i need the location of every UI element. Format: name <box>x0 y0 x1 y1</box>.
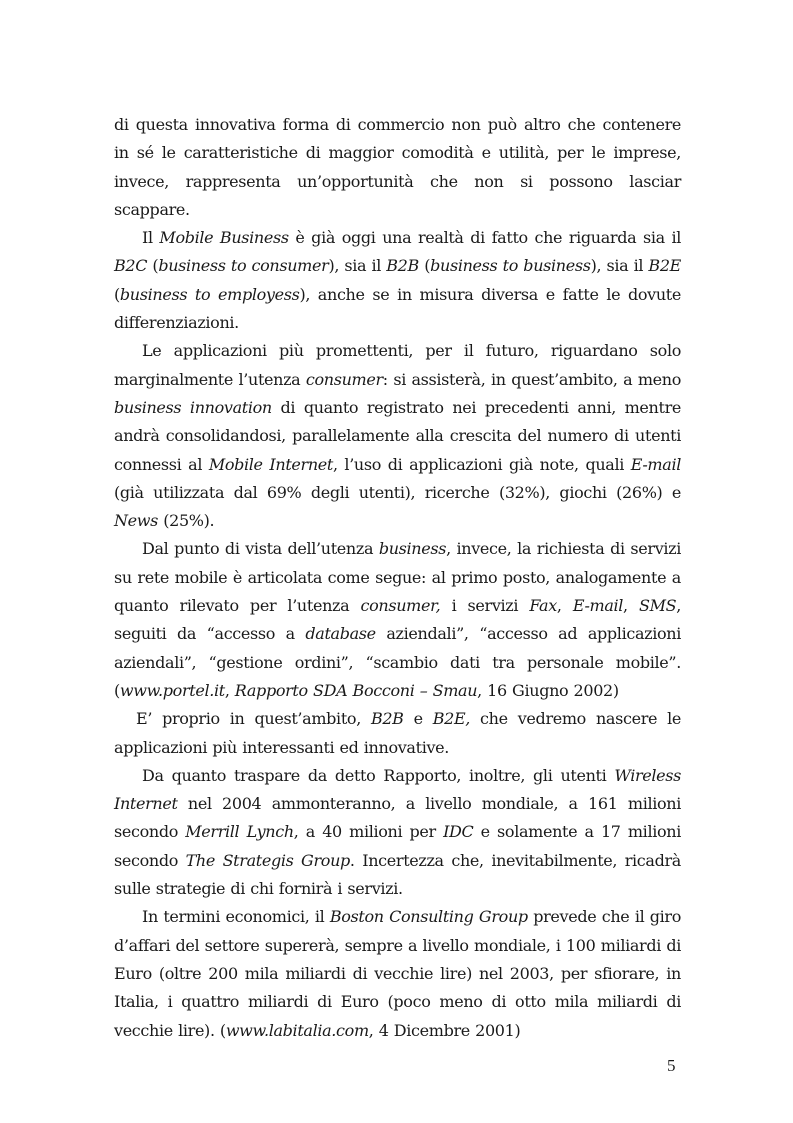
italic-text: consumer, <box>360 596 441 616</box>
text-run: i servizi <box>440 596 530 616</box>
italic-text: business to consumer <box>158 256 329 276</box>
italic-text: B2B <box>370 709 404 729</box>
italic-text: E-mail <box>572 596 624 616</box>
italic-text: SMS <box>638 596 677 616</box>
paragraph <box>114 705 681 762</box>
text-run: Da quanto traspare da detto Rapporto, inoltre, gli utenti <box>142 765 615 785</box>
text-run: ), sia il <box>590 256 649 276</box>
italic-text: Mobile Business <box>159 228 289 248</box>
italic-text: business <box>378 539 447 559</box>
italic-text: business to employess <box>119 284 300 304</box>
italic-text: business to business <box>430 256 591 276</box>
text-run: : si assisterà, in quest’ambito, a meno <box>382 369 682 389</box>
text-run: prevede che il giro d’affari del settore supererà, sempre a livello mondiale, i 100 miliardi di Euro (oltre 200 mila miliardi di vecchie lire) nel 2003, per sfiorare, in Italia, i quattro miliardi di Euro (poco meno di otto mila miliardi di vecchie lire). ( <box>114 907 681 1040</box>
text-run: , invece, la richiesta di servizi su rete mobile è articolata come segue: al primo posto, analogamente a quanto rilevato per l’utenza <box>114 539 681 616</box>
paragraph <box>114 903 681 1044</box>
text-run: ( <box>114 284 120 304</box>
italic-text: IDC <box>443 822 474 842</box>
text-run: In termini economici, il <box>142 907 330 927</box>
text-run: e <box>403 709 433 729</box>
paragraph <box>114 762 681 903</box>
italic-text: B2E, <box>432 709 471 729</box>
paragraph <box>114 337 681 535</box>
text-run: , <box>556 596 573 616</box>
italic-text: Boston Consulting Group <box>329 907 528 927</box>
text-run: . Incertezza che, inevitabilmente, ricadrà sulle strategie di chi fornirà i servizi. <box>114 850 681 899</box>
text-run: E’ proprio in quest’ambito, <box>136 709 371 729</box>
paragraph <box>114 535 681 705</box>
text-run: , <box>224 680 235 700</box>
text-run: (25%). <box>157 511 215 531</box>
italic-text: database <box>305 624 376 644</box>
italic-text: www.labitalia.com <box>225 1020 369 1040</box>
text-run: ), sia il <box>328 256 387 276</box>
italic-text: Rapporto SDA Bocconi – Smau <box>234 680 478 700</box>
paragraph <box>114 111 681 224</box>
italic-text: business innovation <box>114 397 272 417</box>
italic-text: Mobile Internet <box>208 454 333 474</box>
italic-text: consumer <box>305 369 383 389</box>
paragraph <box>114 224 681 337</box>
italic-text: News <box>114 511 158 531</box>
text-run: , seguiti da “accesso a <box>114 596 681 644</box>
body-text <box>114 111 681 1045</box>
text-run: di quanto registrato nei precedenti anni, mentre andrà consolidandosi, parallelamente alla crescita del numero di utenti connessi al <box>114 397 682 474</box>
italic-text: B2E <box>648 256 681 276</box>
text-run: Il <box>142 228 160 248</box>
text-run: , <box>623 596 639 616</box>
italic-text: B2B <box>386 256 419 276</box>
text-run: , 4 Dicembre 2001) <box>368 1020 521 1040</box>
text-run: e solamente a 17 milioni secondo <box>114 822 681 870</box>
italic-text: B2C <box>114 256 148 276</box>
italic-text: E-mail <box>630 454 681 474</box>
page-number: 5 <box>667 1056 676 1075</box>
italic-text: Fax <box>529 596 557 616</box>
text-run: ), anche se in misura diversa e fatte le dovute differenziazioni. <box>114 284 681 333</box>
text-run: Le applicazioni più promettenti, per il futuro, riguardano solo marginalmente l’utenza <box>114 341 681 389</box>
text-run: nel 2004 ammonteranno, a livello mondiale, a 161 milioni secondo <box>114 794 681 842</box>
text-run: ( <box>418 256 431 276</box>
text-run: , a 40 milioni per <box>293 822 444 842</box>
text-run: aziendali”, “accesso ad applicazioni aziendali”, “gestione ordini”, “scambio dati tra personale mobile”. ( <box>114 624 681 700</box>
text-run: , l’uso di applicazioni già note, quali <box>332 454 631 474</box>
text-run: di questa innovativa forma di commercio non può altro che contenere in sé le caratteristiche di maggior comodità e utilità, per le imprese, invece, rappresenta un’opportunità che non si possono lasciar scappare. <box>114 115 681 219</box>
italic-text: www.portel.it <box>119 680 225 700</box>
italic-text: The Strategis Group <box>185 850 350 870</box>
italic-text: Wireless Internet <box>114 765 681 814</box>
text-run: , 16 Giugno 2002) <box>477 680 619 700</box>
text-run: è già oggi una realtà di fatto che riguarda sia il <box>288 228 681 248</box>
text-run: (già utilizzata dal 69% degli utenti), ricerche (32%), giochi (26%) e <box>114 482 681 502</box>
text-run: Dal punto di vista dell’utenza <box>142 539 379 559</box>
italic-text: Merrill Lynch <box>185 822 294 842</box>
text-run: ( <box>147 256 159 276</box>
text-run: che vedremo nascere le applicazioni più interessanti ed innovative. <box>114 709 682 757</box>
